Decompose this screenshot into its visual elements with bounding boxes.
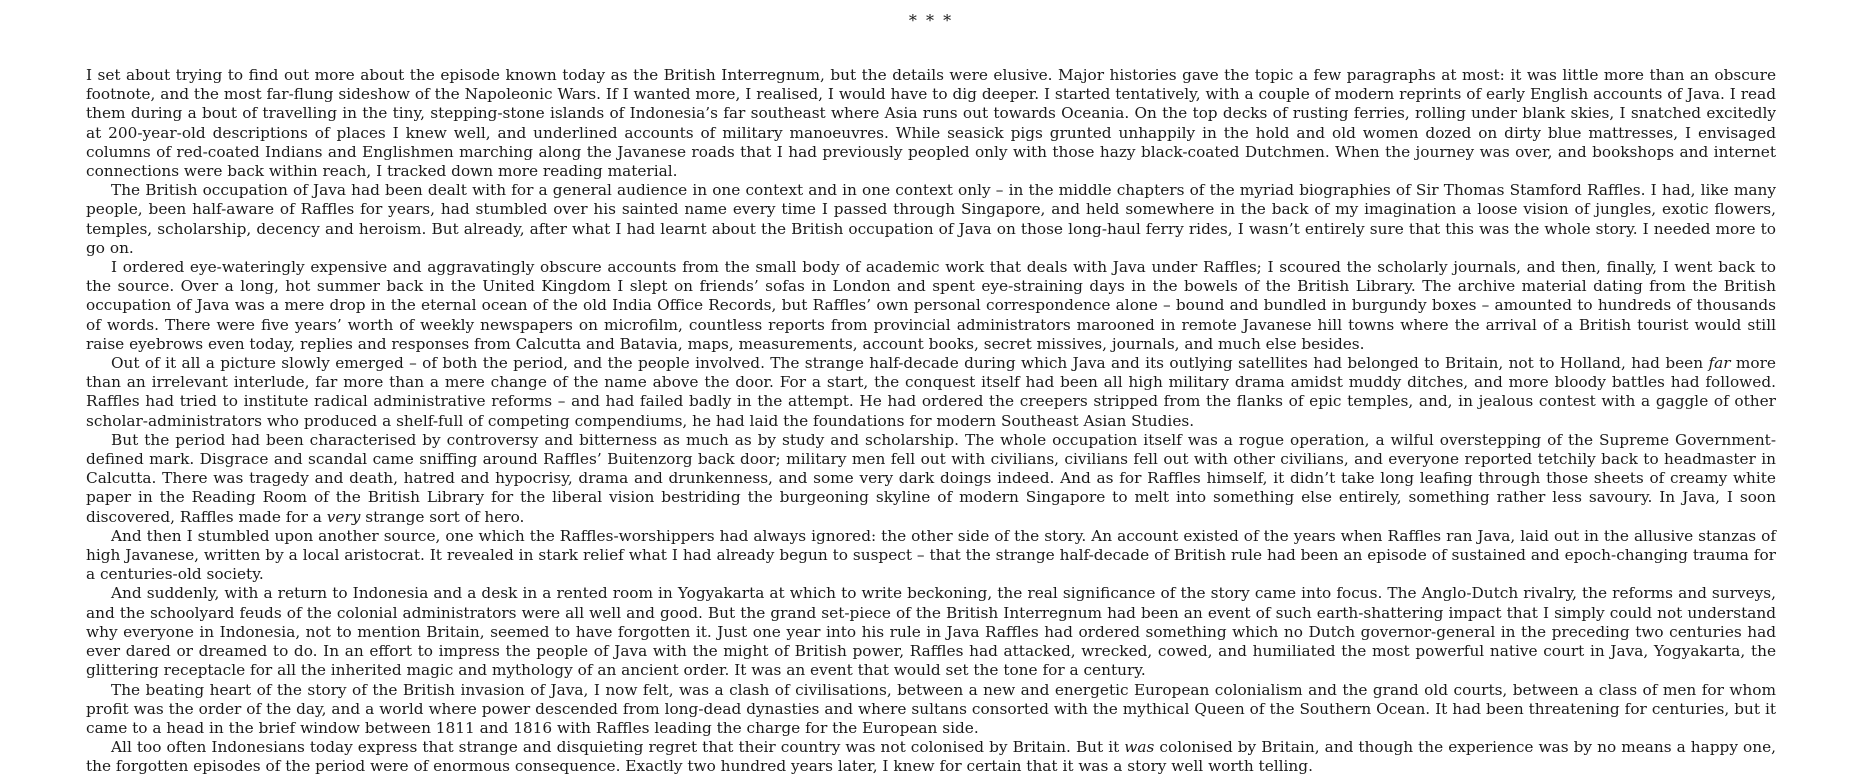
paragraph-text: And then I stumbled upon another source, one which the Raffles-worshippers had always ignored: the other side of the story. An account existed of the years when Raffles ran Java, laid out in the allusive stanzas of high Javanese, written by a local aristocrat. It revealed in stark relief what I had already begun to suspect – that the strange half-decade of British rule had been an episode of sustained and epoch-changing trauma for a centuries-old society. (86, 526, 1776, 584)
paragraph-8 (86, 681, 1776, 739)
paragraph-7 (86, 584, 1776, 680)
paragraph-text: I ordered eye-wateringly expensive and aggravatingly obscure accounts from the small body of academic work that deals with Java under Raffles; I scoured the scholarly journals, and then, finally, I went back to the source. Over a long, hot summer back in the United Kingdom I slept on friends’ sofas in London and spent eye-straining days in the bowels of the British Library. The archive material dating from the British occupation of Java was a mere drop in the eternal ocean of the old India Office Records, but Raffles’ own personal correspondence alone – bound and bundled in burgundy boxes – amounted to hundreds of thousands of words. There were five years’ worth of weekly newspapers on microfilm, countless reports from provincial administrators marooned in remote Javanese hill towns where the arrival of a British tourist would still raise eyebrows even today, replies and responses from Calcutta and Batavia, maps, measurements, account books, secret missives, journals, and much else besides. (86, 258, 1776, 353)
emphasis-text: was (1124, 738, 1155, 757)
paragraph-text: All too often Indonesians today express that strange and disquieting regret that their country was not colonised by Britain. But it (111, 738, 1125, 757)
document-page (86, 10, 1776, 777)
emphasis-text: very (326, 507, 361, 526)
paragraph-text: Out of it all a picture slowly emerged – of both the period, and the people involved. The strange half-decade during which Java and its outlying satellites had belonged to Britain, not to Holland, had been (111, 354, 1709, 373)
section-separator: * * * (908, 11, 954, 30)
paragraph-text: strange sort of hero. (360, 507, 525, 526)
paragraph-text: more than an irrelevant interlude, far more than a mere change of the name above the door. For a start, the conquest itself had been all high military drama amidst muddy ditches, and more bloody battles had followed. Raffles had tried to institute radical administrative reforms – and had failed badly in the attempt. He had ordered the creepers stripped from the flanks of epic temples, and, in jealous contest with a gaggle of other scholar-administrators who produced a shelf-full of competing compendiums, he had laid the foundations for modern Southeast Asian Studies. (86, 354, 1776, 430)
paragraph-text: The beating heart of the story of the British invasion of Java, I now felt, was a clash of civilisations, between a new and energetic European colonialism and the grand old courts, between a class of men for whom profit was the order of the day, and a world where power descended from long-dead dynasties and where sultans consorted with the mythical Queen of the Southern Ocean. It had been threatening for centuries, but it came to a head in the brief window between 1811 and 1816 with Raffles leading the charge for the European side. (86, 680, 1776, 737)
paragraph-text: And suddenly, with a return to Indonesia and a desk in a rented room in Yogyakarta at which to write beckoning, the real significance of the story came into focus. The Anglo-Dutch rivalry, the reforms and surveys, and the schoolyard feuds of the colonial administrators were all well and good. But the grand set-piece of the British Interregnum had been an event of such earth-shattering impact that I simply could not understand why everyone in Indonesia, not to mention Britain, seemed to have forgotten it. Just one year into his rule in Java Raffles had ordered something which no Dutch governor-general in the preceding two centuries had ever dared or dreamed to do. In an effort to impress the people of Java with the might of British power, Raffles had attacked, wrecked, cowed, and humiliated the most powerful native court in Java, Yogyakarta, the glittering receptacle for all the inherited magic and mythology of an ancient order. It was an event that would set the tone for a century. (86, 584, 1776, 680)
emphasis-text: far (1708, 354, 1731, 373)
paragraph-text: The British occupation of Java had been dealt with for a general audience in one context and in one context only – in the middle chapters of the myriad biographies of Sir Thomas Stamford Raffles. I had, like many people, been half-aware of Raffles for years, had stumbled over his sainted name every time I passed through Singapore, and held somewhere in the back of my imagination a loose vision of jungles, exotic flowers, temples, scholarship, decency and heroism. But already, after what I had learnt about the British occupation of Java on those long-haul ferry rides, I wasn’t entirely sure that this was the whole story. I needed more to go on. (86, 181, 1776, 257)
paragraph-3 (86, 258, 1776, 354)
paragraph-text: I set about trying to find out more about the episode known today as the British Interregnum, but the details were elusive. Major histories gave the topic a few paragraphs at most: it was little more than an obscure footnote, and the most far-flung sideshow of the Napoleonic Wars. If I wanted more, I realised, I would have to dig deeper. I started tentatively, with a couple of modern reprints of early English accounts of Java. I read them during a bout of travelling in the tiny, stepping-stone islands of Indonesia’s far southeast where Asia runs out towards Oceania. On the top decks of rusting ferries, rolling under blank skies, I snatched excitedly at 200-year-old descriptions of places I knew well, and underlined accounts of military manoeuvres. While seasick pigs grunted unhappily in the hold and old women dozed on dirty blue mattresses, I envisaged columns of red-coated Indians and Englishmen marching along the Javanese roads that I had previously peopled only with those hazy black-coated Dutchmen. When the journey was over, and bookshops and internet connections were back within reach, I tracked down more reading material. (86, 66, 1776, 181)
paragraph-text: colonised by Britain, and though the experience was by no means a happy one, the forgotten episodes of the period were of enormous consequence. Exactly two hundred years later, I knew for certain that it was a story well worth telling. (86, 738, 1776, 776)
body-text (86, 66, 1776, 777)
paragraph-6 (86, 527, 1776, 585)
paragraph-2 (86, 181, 1776, 258)
paragraph-5 (86, 431, 1776, 527)
paragraph-4 (86, 354, 1776, 431)
paragraph-1 (86, 66, 1776, 181)
paragraph-text: But the period had been characterised by controversy and bitterness as much as by study and scholarship. The whole occupation itself was a rogue operation, a wilful overstepping of the Supreme Government-defined mark. Disgrace and scandal came sniffing around Raffles’ Buitenzorg back door; military men fell out with civilians, civilians fell out with other civilians, and everyone reported tetchily back to headmaster in Calcutta. There was tragedy and death, hatred and hypocrisy, drama and drunkenness, and some very dark doings indeed. And as for Raffles himself, it didn’t take long leafing through those sheets of creamy white paper in the Reading Room of the British Library for the liberal vision bestriding the burgeoning skyline of modern Singapore to melt into something else entirely, something rather less savoury. In Java, I soon discovered, Raffles made for a (86, 430, 1776, 526)
paragraph-9 (86, 738, 1776, 776)
